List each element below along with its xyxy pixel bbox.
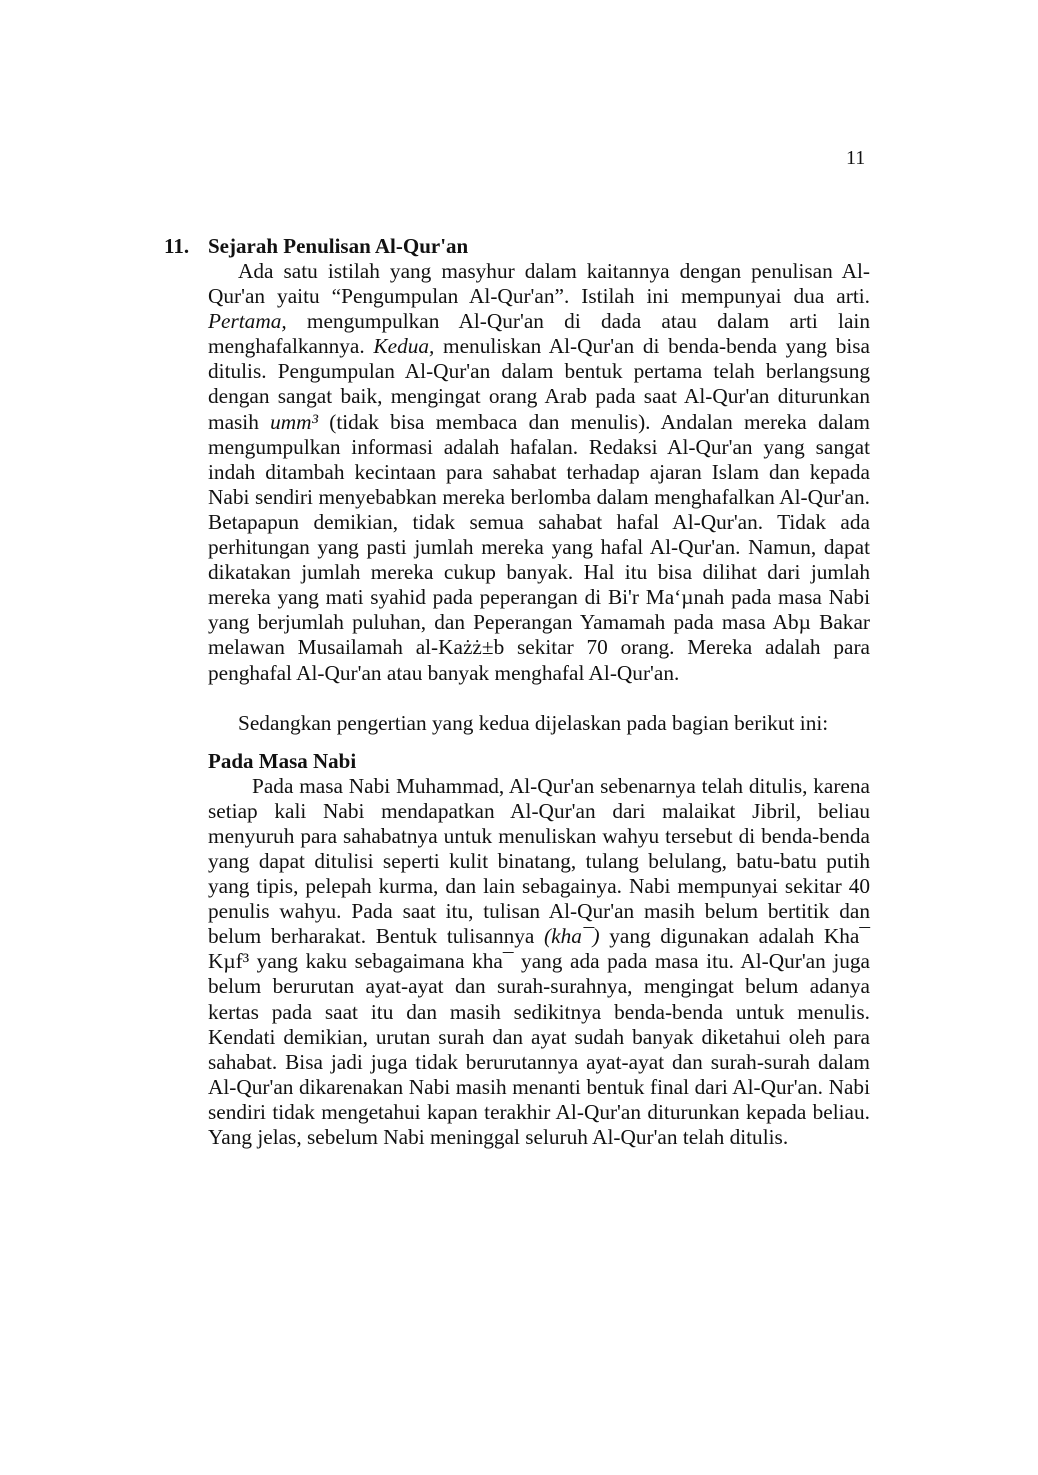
section-heading <box>164 234 870 259</box>
paragraph-text: Pada masa Nabi Muhammad, Al-Qur'an sebenarnya telah ditulis, karena setiap kali Nabi mendapatkan Al-Qur'an dari malaikat Jibril, beliau menyuruh para sahabatnya untuk menuliskan wahyu tersebut di benda-benda yang dapat ditulisi seperti kulit binatang, tulang belulang, batu-batu putih yang tipis, pelepah kurma, dan lain sebagainya. Nabi mempunyai sekitar 40 penulis wahyu. Pada saat itu, tulisan Al-Qur'an masih belum bertitik dan belum berharakat. Bentuk tulisannya <box>208 773 870 949</box>
paragraph-text: Ada satu istilah yang masyhur dalam kaitannya dengan penulisan Al-Qur'an yaitu “Pengumpulan Al-Qur'an”. Istilah ini mempunyai dua arti. <box>208 259 870 309</box>
page-content <box>164 234 870 1150</box>
paragraph-collection-definition <box>208 259 870 686</box>
emphasis-pertama: Pertama, <box>208 309 287 334</box>
paragraph-text: (tidak bisa membaca dan menulis). Andalan mereka dalam mengumpulkan informasi adalah hafalan. Redaksi Al-Qur'an yang sangat indah ditambah kecintaan para sahabat terhadap ajaran Islam dan kepada Nabi sendiri menyebabkan mereka berlomba dalam menghafalkan Al-Qur'an. Betapapun demikian, tidak semua sahabat hafal Al-Qur'an. Tidak ada perhitungan yang pasti jumlah mereka yang hafal Al-Qur'an. Namun, dapat dikatakan jumlah mereka cukup banyak. Hal itu bisa dilihat dari jumlah mereka yang mati syahid pada peperangan di Bi'r Ma‘µnah pada masa Nabi yang berjumlah puluhan, dan Peperangan Yamamah pada masa Abµ Bakar melawan Musailamah al-Każż±b sekitar 70 orang. Mereka adalah para penghafal Al-Qur'an atau banyak menghafal Al-Qur'an. <box>208 409 870 685</box>
paragraph-second-meaning-intro: Sedangkan pengertian yang kedua dijelaskan pada bagian berikut ini: <box>238 710 829 735</box>
paragraph-text: yang digunakan adalah Kha¯ Kµf³ yang kaku sebagaimana kha¯ yang ada pada masa itu. Al-Qur'an juga belum berurutan ayat-ayat dan surah-surahnya, mengingat belum adanya kertas pada saat itu dan masih sedikitnya benda-benda untuk menulis. Kendati demikian, urutan surah dan ayat sudah banyak diketahui oleh para sahabat. Bisa jadi juga tidak berurutannya ayat-ayat dan surah-surah dalam Al-Qur'an dikarenakan Nabi masih menanti bentuk final dari Al-Qur'an. Nabi sendiri tidak mengetahui kapan terakhir Al-Qur'an diturunkan kepada beliau. Yang jelas, sebelum Nabi meninggal seluruh Al-Qur'an telah ditulis. <box>208 924 870 1149</box>
section-number: 11. <box>164 234 190 258</box>
page-number: 11 <box>846 147 866 169</box>
emphasis-kedua: Kedua, <box>373 334 435 359</box>
paragraph-prophet-era <box>208 774 870 1150</box>
paragraph-text: mengumpulkan Al-Qur'an di dada atau dalam arti lain menghafalkannya. <box>208 309 870 359</box>
subsection-heading: Pada Masa Nabi <box>208 748 357 773</box>
section-body <box>208 259 870 1150</box>
emphasis-khat: (kha¯) <box>544 924 600 949</box>
emphasis-ummi: umm³ <box>270 409 318 434</box>
section-title: Sejarah Penulisan Al-Qur'an <box>208 234 469 258</box>
paragraph-text: menuliskan Al-Qur'an di benda-benda yang bisa ditulis. Pengumpulan Al-Qur'an dalam bentuk pertama telah berlangsung dengan sangat baik, mengingat orang Arab pada saat Al-Qur'an diturunkan masih <box>208 334 871 434</box>
